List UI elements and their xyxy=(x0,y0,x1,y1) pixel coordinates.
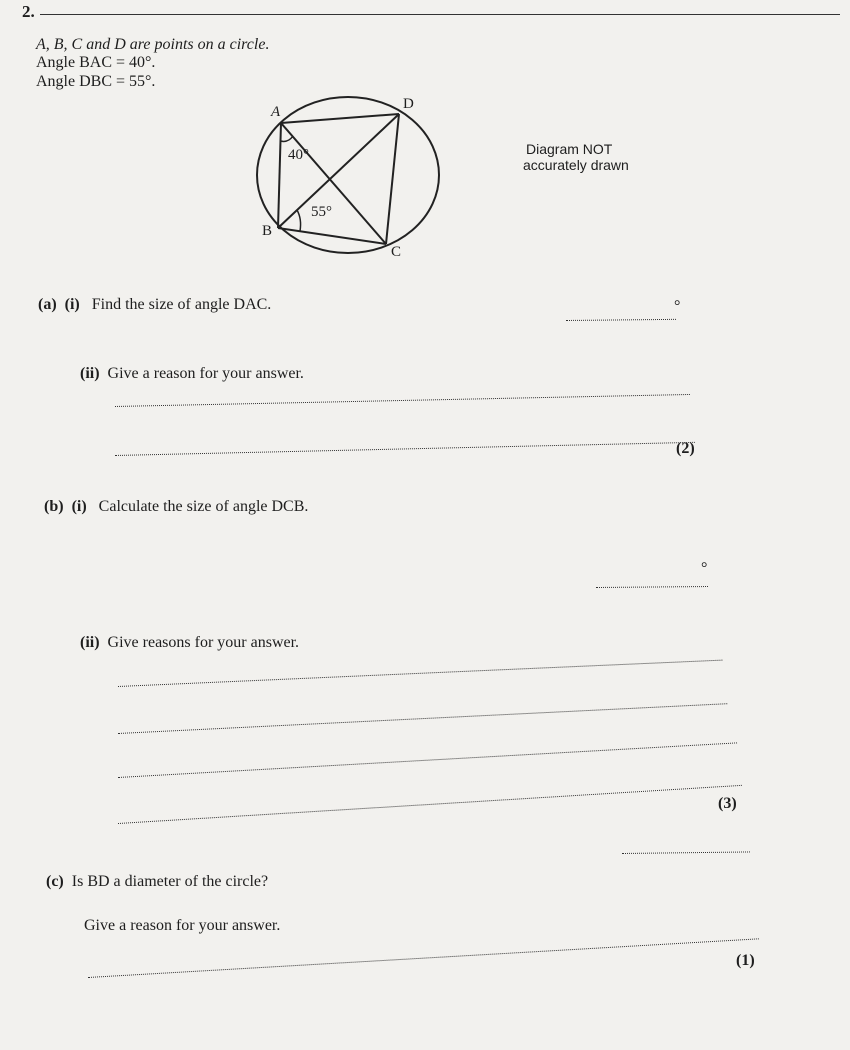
marks-b: (3) xyxy=(718,795,737,812)
angle-label-b: 55° xyxy=(311,204,332,220)
circle-diagram xyxy=(0,0,850,300)
part-c-reason: Give a reason for your answer. xyxy=(84,917,281,934)
chord-dc xyxy=(386,114,399,244)
part-a-label: (a) (i) Find the size of angle DAC. xyxy=(38,296,272,313)
label-b: B xyxy=(262,223,273,239)
diagram-note-line2: accurately drawn xyxy=(523,157,629,173)
chord-bc xyxy=(278,228,386,244)
given-angle-bac: Angle BAC = 40°. xyxy=(36,54,156,71)
answer-line-b-ii-4[interactable] xyxy=(118,785,742,824)
label-a: A xyxy=(271,104,281,120)
angle-arc-b xyxy=(297,210,301,231)
chord-ab xyxy=(278,123,281,228)
part-a-ii-text: Give a reason for your answer. xyxy=(107,365,304,382)
answer-line-b-i[interactable] xyxy=(596,586,708,588)
part-a-ii: (ii) Give a reason for your answer. xyxy=(80,365,304,382)
part-b-i-text: Calculate the size of angle DCB. xyxy=(98,498,309,515)
answer-line-a-ii-2[interactable] xyxy=(115,442,695,456)
angle-label-a: 40° xyxy=(288,147,309,163)
answer-line-c[interactable] xyxy=(622,851,750,854)
marks-c: (1) xyxy=(736,952,755,969)
question-intro: A, B, C and D are points on a circle. xyxy=(36,36,270,53)
answer-line-c-reason[interactable] xyxy=(88,938,759,978)
degree-symbol-b: ° xyxy=(701,560,708,577)
part-a-i-text: Find the size of angle DAC. xyxy=(91,296,272,313)
answer-line-b-ii-1[interactable] xyxy=(118,660,722,687)
answer-line-b-ii-2[interactable] xyxy=(118,703,727,734)
diagonal-bd xyxy=(278,114,399,228)
label-d: D xyxy=(403,96,414,112)
answer-line-a-i[interactable] xyxy=(566,319,676,321)
part-c-text: Is BD a diameter of the circle? xyxy=(71,873,269,890)
diagram-note-line1: Diagram NOT xyxy=(526,141,613,157)
degree-symbol-a: ° xyxy=(674,298,681,315)
label-c: C xyxy=(391,244,402,260)
given-angle-dbc: Angle DBC = 55°. xyxy=(36,73,156,90)
answer-line-b-ii-3[interactable] xyxy=(118,742,737,778)
marks-a: (2) xyxy=(676,440,695,457)
chord-ad xyxy=(281,114,399,123)
part-c-question: (c) Is BD a diameter of the circle? xyxy=(46,873,269,890)
part-b-ii: (ii) Give reasons for your answer. xyxy=(80,634,300,651)
part-b-label: (b) (i) Calculate the size of angle DCB. xyxy=(44,498,309,515)
part-b-ii-text: Give reasons for your answer. xyxy=(107,634,300,651)
answer-line-a-ii-1[interactable] xyxy=(115,394,690,407)
question-number: 2. xyxy=(22,2,35,21)
angle-arc-a xyxy=(281,136,294,141)
